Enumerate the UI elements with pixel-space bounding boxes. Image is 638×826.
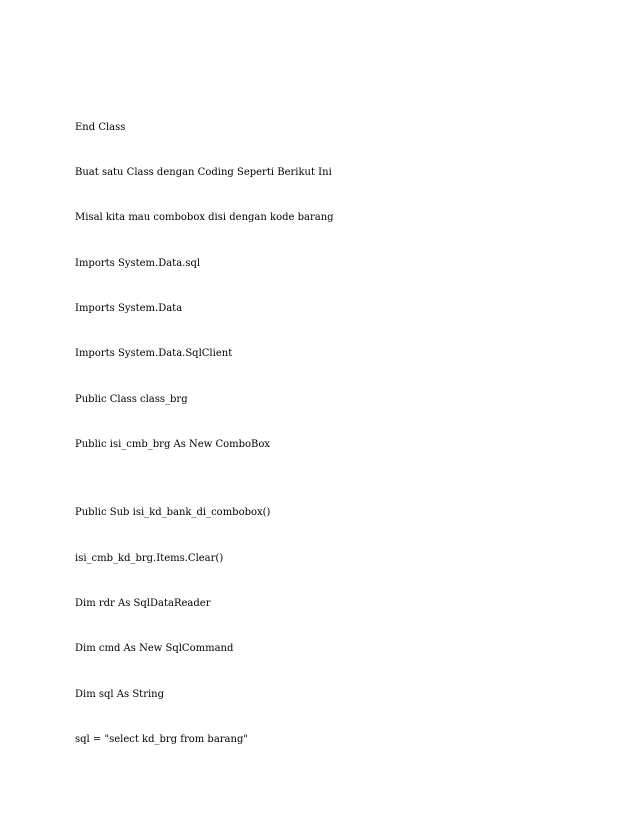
code-line-sql-query: sql = "select kd_brg from barang" <box>75 734 248 745</box>
text-line-instruction: Buat satu Class dengan Coding Seperti Berikut Ini <box>75 167 332 178</box>
text-line-end-class: End Class <box>75 122 126 133</box>
text-line-example: Misal kita mau combobox disi dengan kode barang <box>75 212 334 223</box>
code-line-dim-reader: Dim rdr As SqlDataReader <box>75 598 211 609</box>
code-line-dim-command: Dim cmd As New SqlCommand <box>75 643 234 654</box>
code-line-class-declaration: Public Class class_brg <box>75 394 188 405</box>
code-line-combobox-field: Public isi_cmb_brg As New ComboBox <box>75 439 271 450</box>
code-line-imports-data: Imports System.Data <box>75 303 183 314</box>
code-line-imports-sqlclient: Imports System.Data.SqlClient <box>75 348 233 359</box>
code-line-imports-sql: Imports System.Data.sql <box>75 258 201 269</box>
code-line-dim-sql: Dim sql As String <box>75 689 165 700</box>
code-line-items-clear: isi_cmb_kd_brg.Items.Clear() <box>75 553 224 564</box>
code-line-sub-declaration: Public Sub isi_kd_bank_di_combobox() <box>75 507 271 518</box>
